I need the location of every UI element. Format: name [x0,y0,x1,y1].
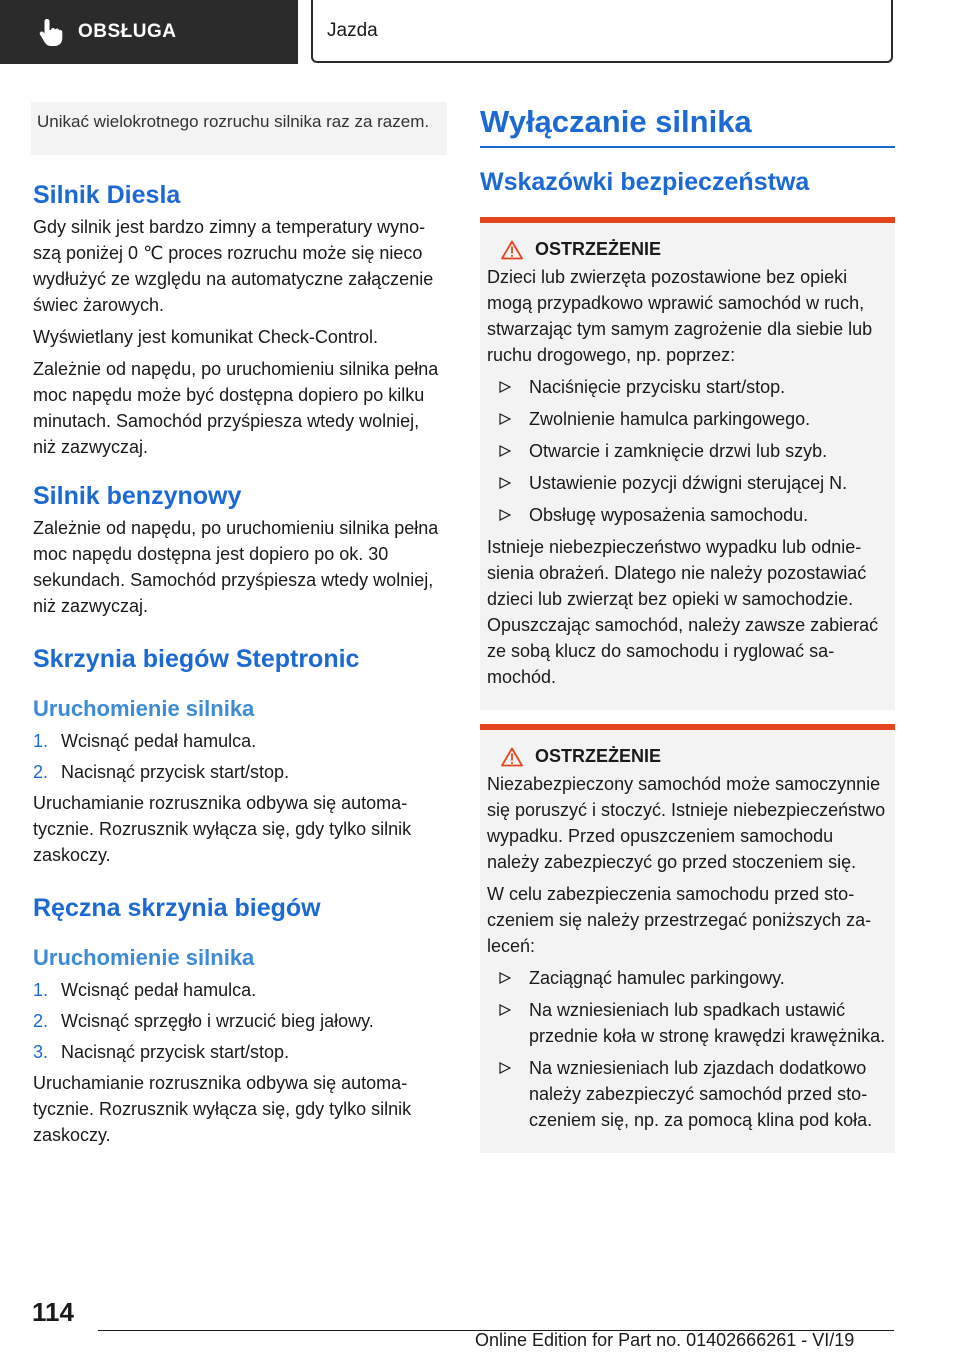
page-title: Wyłączanie silnika [480,104,752,139]
list-item [33,1008,447,1034]
manual-steps [33,977,447,1065]
bullet-triangle-icon [499,972,511,984]
list-item [487,1055,889,1133]
edition-text: Online Edition for Part no. 01402666261 - VI/19 [475,1330,855,1350]
diesel-paragraph-3: Zależnie od napędu, po uruchomieniu silnika pełna moc napędu może być dostępna dopiero po kilku minutach. Samochód przyśpiesza wtedy wolniej, niż zazwyczaj. [33,359,439,457]
list-item-text: Na wzniesieniach lub spadkach ustawić przednie koła w stronę krawędzi krawężnika. [529,1000,886,1046]
petrol-paragraph-1: Zależnie od napędu, po uruchomieniu silnika pełna moc napędu dostępna jest dopiero po ok. 30 sekundach. Samochód przyśpiesza wtedy wolniej, niż zazwyczaj. [33,518,439,616]
warning-2-paragraph-2: W celu zabezpieczenia samochodu przed stoczeniem się należy przestrzegać poniższych zaleceń: [487,884,872,956]
bullet-triangle-icon [499,445,511,457]
bullet-triangle-icon [499,1004,511,1016]
step-text: Wcisnąć pedał hamulca. [61,980,257,1000]
section-tab [0,0,298,64]
warning-triangle-icon [501,240,523,260]
list-item [487,965,889,991]
step-number: 3. [33,1042,49,1062]
warning-2-intro: Niezabezpieczony samochód może samoczynnie się poruszyć i stoczyć. Istnieje niebezpieczeństwo wypadku. Przed opuszczeniem samochodu należy zabezpieczyć go przed stoczeniem się. [487,774,886,872]
list-item-text: Zaciągnąć hamulec parkingowy. [529,968,785,988]
list-item [33,1039,447,1065]
bullet-triangle-icon [499,477,511,489]
page-number: 114 [32,1297,74,1327]
chapter-label: Jazda [327,19,378,41]
steptronic-steps [33,728,447,785]
note-box: Unikać wielokrotnego rozruchu silnika raz za razem. [31,102,447,155]
list-item [33,977,447,1003]
list-item-text: Na wzniesieniach lub zjazdach dodatkowo należy zabezpieczyć samochód przed stoczeniem się, np. za pomocą klina pod koła. [529,1058,873,1130]
list-item [33,759,447,785]
list-item-text: Ustawienie pozycji dźwigni sterującej N. [529,473,848,493]
warning-box-2 [480,724,895,1153]
list-item-text: Zwolnienie hamulca parkingowego. [529,409,811,429]
manual-heading: Ręczna skrzynia biegów [33,894,321,922]
list-item [487,406,889,432]
warning-label: OSTRZEŻENIE [535,239,662,259]
step-number: 1. [33,731,49,751]
bullet-triangle-icon [499,413,511,425]
step-text: Nacisnąć przycisk start/stop. [61,1042,290,1062]
list-item-text: Otwarcie i zamknięcie drzwi lub szyb. [529,441,828,461]
warning-1-outro: Istnieje niebezpieczeństwo wypadku lub odniesienia obrażeń. Dlatego nie należy pozostawiać dzieci lub zwierząt bez opieki w samochodzie. Opuszczając samochód, należy zawsze zabierać ze sobą klucz do samochodu i ryglować samochód. [487,537,879,687]
steptronic-heading: Skrzynia biegów Steptronic [33,645,360,673]
manual-subheading: Uruchomienie silnika [33,945,255,970]
diesel-heading: Silnik Diesla [33,181,181,209]
list-item-text: Naciśnięcie przycisku start/stop. [529,377,786,397]
bullet-triangle-icon [499,509,511,521]
warning-2-list [487,965,889,1133]
bullet-triangle-icon [499,1062,511,1074]
list-item [487,997,889,1049]
warning-box-1 [480,217,895,710]
warning-label: OSTRZEŻENIE [535,746,662,766]
section-label: OBSŁUGA [78,21,177,42]
list-item [487,470,889,496]
diesel-paragraph-2: Wyświetlany jest komunikat Check-Control. [33,327,378,347]
step-number: 1. [33,980,49,1000]
hand-pointer-icon [38,17,64,47]
safety-heading: Wskazówki bezpieczeństwa [480,168,810,196]
bullet-triangle-icon [499,381,511,393]
right-column [480,102,895,1153]
list-item-text: Obsługę wyposażenia samochodu. [529,505,809,525]
list-item [487,374,889,400]
left-column [33,102,447,1154]
diesel-paragraph-1: Gdy silnik jest bardzo zimny a temperatury wynoszą poniżej 0 ℃ proces rozruchu może się nieco wydłużyć ze względu na automatyczne załączenie świec żarowych. [33,217,434,315]
title-rule [480,146,895,148]
chapter-header [311,0,893,63]
petrol-heading: Silnik benzynowy [33,482,242,510]
warning-1-intro: Dzieci lub zwierzęta pozostawione bez opieki mogą przypadkowo wprawić samochód w ruch, stwarzając tym samym zagrożenie dla siebie lub ruchu drogowego, np. poprzez: [487,267,873,365]
warning-1-list [487,374,889,528]
list-item [487,438,889,464]
list-item [33,728,447,754]
step-number: 2. [33,1011,49,1031]
steptronic-after: Uruchamianie rozrusznika odbywa się automatycznie. Rozrusznik wyłącza się, gdy tylko silnik zaskoczy. [33,793,412,865]
step-text: Wcisnąć pedał hamulca. [61,731,257,751]
step-text: Wcisnąć sprzęgło i wrzucić bieg jałowy. [61,1011,374,1031]
list-item [487,502,889,528]
manual-after: Uruchamianie rozrusznika odbywa się automatycznie. Rozrusznik wyłącza się, gdy tylko silnik zaskoczy. [33,1073,412,1145]
warning-triangle-icon [501,747,523,767]
step-number: 2. [33,762,49,782]
steptronic-subheading: Uruchomienie silnika [33,696,255,721]
step-text: Nacisnąć przycisk start/stop. [61,762,290,782]
